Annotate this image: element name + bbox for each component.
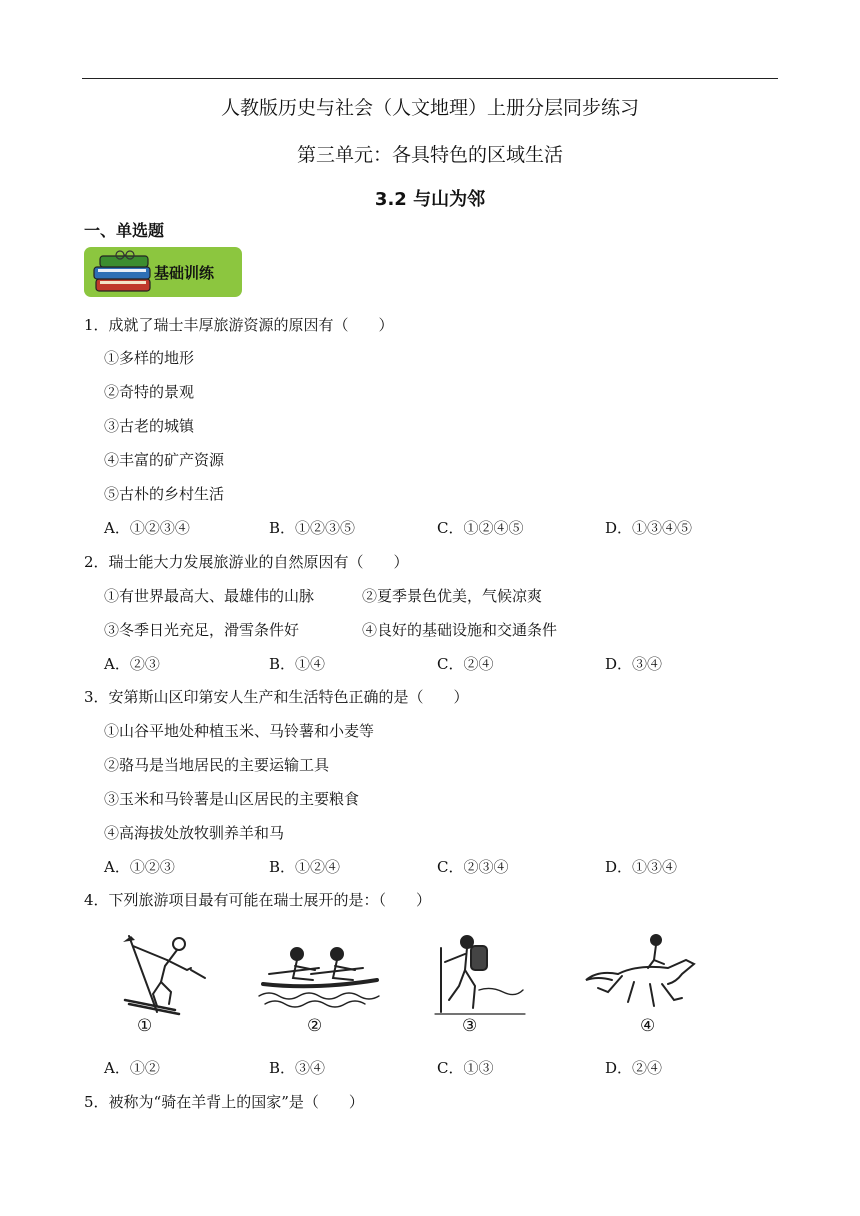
picture-1-label: ①	[137, 1016, 153, 1036]
question-2-item-1: ①有世界最高大、最雄伟的山脉	[104, 587, 315, 605]
question-1-choice-c[interactable]: C．①②④⑤	[437, 519, 524, 537]
badge-label: 基础训练	[154, 264, 215, 282]
section-title: 一、单选题	[84, 221, 165, 240]
question-3-choice-a[interactable]: A．①②③	[104, 858, 175, 876]
question-1-item-3: ③古老的城镇	[104, 417, 195, 435]
question-1-choice-b[interactable]: B．①②③⑤	[269, 519, 356, 537]
question-3-choice-b[interactable]: B．①②④	[269, 858, 341, 876]
question-3-item-2: ②骆马是当地居民的主要运输工具	[104, 756, 330, 774]
question-2-stem: 2．瑞士能大力发展旅游业的自然原因有（ ）	[84, 553, 409, 571]
picture-hiking	[415, 930, 545, 1040]
lesson-title: 3.2 与山为邻	[374, 189, 486, 210]
question-4-choice-a[interactable]: A．①②	[104, 1059, 160, 1077]
question-4-choice-b[interactable]: B．③④	[269, 1059, 326, 1077]
picture-3-label: ③	[462, 1016, 478, 1036]
question-1-item-4: ④丰富的矿产资源	[104, 451, 225, 469]
books-icon	[90, 249, 160, 299]
question-3-choice-d[interactable]: D．①③④	[605, 858, 678, 876]
question-1-item-1: ①多样的地形	[104, 349, 195, 367]
top-rule	[82, 78, 778, 79]
question-4-choice-d[interactable]: D．②④	[605, 1059, 663, 1077]
question-4-stem: 4．下列旅游项目最有可能在瑞士展开的是：（ ）	[84, 891, 432, 909]
picture-2-label: ②	[307, 1016, 323, 1036]
picture-rowing	[255, 930, 385, 1040]
question-3-choice-c[interactable]: C．②③④	[437, 858, 509, 876]
question-2-choice-a[interactable]: A．②③	[104, 655, 160, 673]
horse-rider-icon	[578, 930, 708, 1018]
training-badge	[84, 247, 242, 297]
rowing-icon	[255, 930, 385, 1018]
picture-4-label: ④	[640, 1016, 656, 1036]
question-1-stem: 1．成就了瑞士丰厚旅游资源的原因有（ ）	[84, 316, 394, 334]
question-5-stem: 5．被称为“骑在羊背上的国家”是（ ）	[84, 1093, 364, 1111]
question-3-stem: 3．安第斯山区印第安人生产和生活特色正确的是（ ）	[84, 688, 469, 706]
question-2-item-4: ④良好的基础设施和交通条件	[362, 621, 558, 639]
question-2-choice-c[interactable]: C．②④	[437, 655, 494, 673]
picture-horse-riding	[578, 930, 708, 1040]
question-1-item-5: ⑤古朴的乡村生活	[104, 485, 225, 503]
question-3-item-3: ③玉米和马铃薯是山区居民的主要粮食	[104, 790, 360, 808]
question-2-choice-b[interactable]: B．①④	[269, 655, 326, 673]
skier-icon	[95, 930, 225, 1018]
question-3-item-1: ①山谷平地处种植玉米、马铃薯和小麦等	[104, 722, 375, 740]
question-3-item-4: ④高海拔处放牧驯养羊和马	[104, 824, 285, 842]
picture-skiing	[95, 930, 225, 1040]
question-1-choice-a[interactable]: A．①②③④	[104, 519, 190, 537]
hiker-icon	[415, 930, 545, 1018]
question-1-choice-d[interactable]: D．①③④⑤	[605, 519, 693, 537]
unit-title: 第三单元：各具特色的区域生活	[296, 144, 563, 166]
question-1-item-2: ②奇特的景观	[104, 383, 195, 401]
document-title: 人教版历史与社会（人文地理）上册分层同步练习	[220, 97, 639, 119]
question-2-item-3: ③冬季日光充足，滑雪条件好	[104, 621, 300, 639]
question-2-item-2: ②夏季景色优美，气候凉爽	[362, 587, 543, 605]
question-4-choice-c[interactable]: C．①③	[437, 1059, 494, 1077]
question-2-choice-d[interactable]: D．③④	[605, 655, 663, 673]
